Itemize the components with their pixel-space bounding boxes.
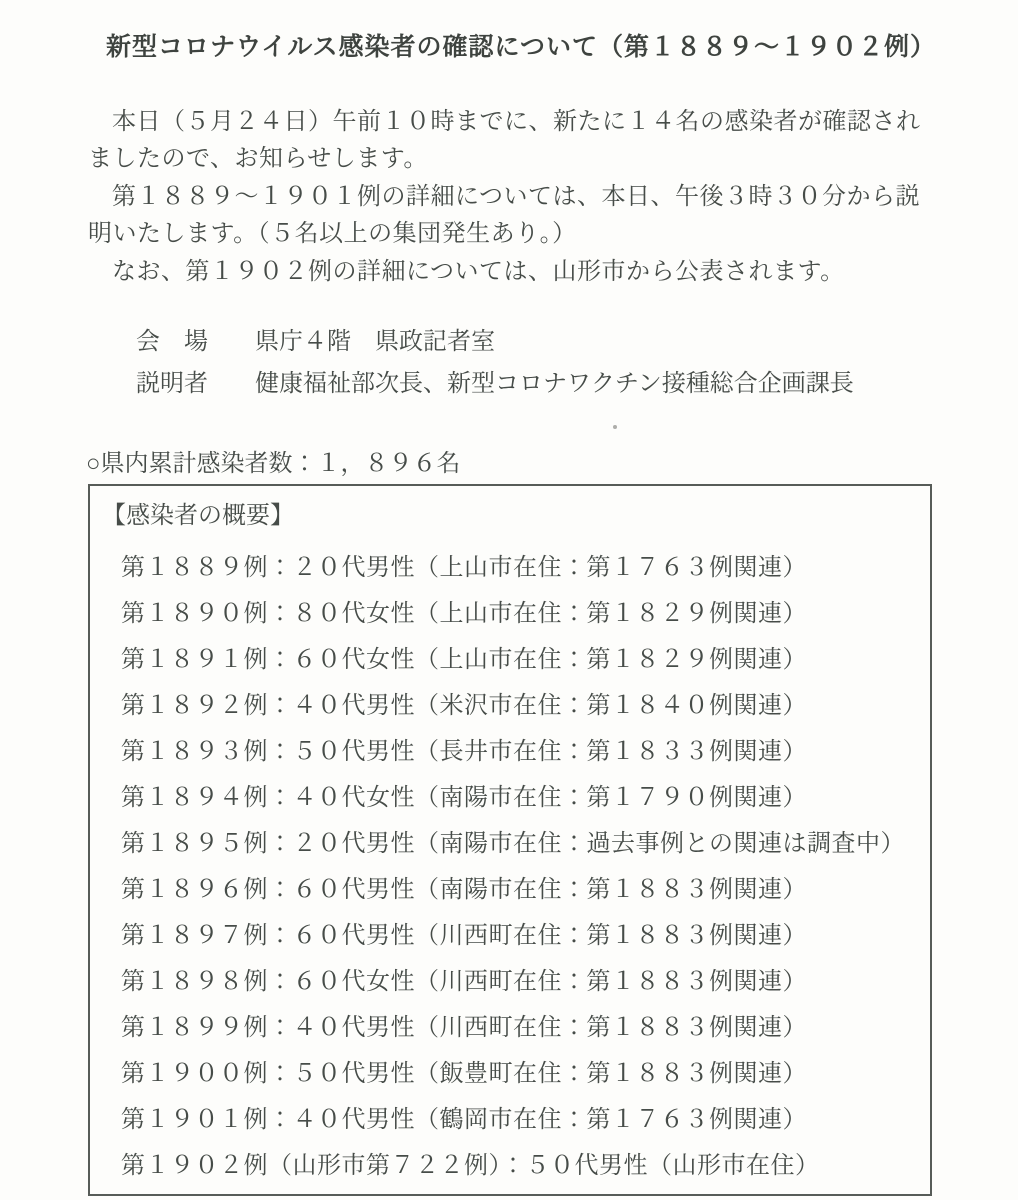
scan-speckle-artifact (613, 425, 617, 429)
case-summary-heading: 【感染者の概要】 (102, 503, 294, 529)
paragraph-city-disclosure: なお、第１９０２例の詳細については、山形市から公表されます。 (112, 259, 845, 285)
paragraph-announcement: 本日（５月２４日）午前１０時までに、新たに１４名の感染者が確認されましたので、お知らせします。 (88, 109, 921, 172)
case-line-1900: 第１９００例：５０代男性（飯豊町在住：第１８８３例関連） (121, 1061, 807, 1087)
presenter-label: 説明者 (136, 371, 208, 397)
paragraph-briefing-time: 第１８８９～１９０１例の詳細については、本日、午後３時３０分から説明いたします。（５名以上の集団発生あり。） (88, 184, 921, 247)
presenter-value: 健康福祉部次長、新型コロナワクチン接種総合企画課長 (255, 371, 854, 397)
case-line-1896: 第１８９６例：６０代男性（南陽市在住：第１８８３例関連） (121, 877, 807, 903)
case-line-1890: 第１８９０例：８０代女性（上山市在住：第１８２９例関連） (121, 601, 807, 627)
case-line-1891: 第１８９１例：６０代女性（上山市在住：第１８２９例関連） (121, 647, 807, 673)
case-line-1902: 第１９０２例（山形市第７２２例）：５０代男性（山形市在住） (121, 1153, 820, 1179)
case-line-1897: 第１８９７例：６０代男性（川西町在住：第１８８３例関連） (121, 923, 807, 949)
briefing-meta (136, 321, 1018, 405)
case-list (121, 556, 920, 1178)
venue-label: 会 場 (136, 329, 208, 355)
presenter-row (136, 363, 1018, 405)
cumulative-count: ○県内累計感染者数：１，８９６名 (86, 451, 461, 477)
case-line-1899: 第１８９９例：４０代男性（川西町在住：第１８８３例関連） (121, 1015, 807, 1041)
venue-value: 県庁４階 県政記者室 (255, 329, 495, 355)
document-title: 新型コロナウイルス感染者の確認について（第１８８９～１９０２例） (106, 33, 937, 61)
case-line-1892: 第１８９２例：４０代男性（米沢市在住：第１８４０例関連） (121, 693, 807, 719)
case-line-1898: 第１８９８例：６０代女性（川西町在住：第１８８３例関連） (121, 969, 807, 995)
case-line-1895: 第１８９５例：２０代男性（南陽市在住：過去事例との関連は調査中） (121, 831, 905, 857)
case-line-1894: 第１８９４例：４０代女性（南陽市在住：第１７９０例関連） (121, 785, 807, 811)
case-summary-box (88, 484, 932, 1196)
case-line-1889: 第１８８９例：２０代男性（上山市在住：第１７６３例関連） (121, 555, 807, 581)
case-line-1901: 第１９０１例：４０代男性（鶴岡市在住：第１７６３例関連） (121, 1107, 807, 1133)
case-line-1893: 第１８９３例：５０代男性（長井市在住：第１８３３例関連） (121, 739, 807, 765)
venue-row (136, 321, 1018, 363)
body-paragraphs (88, 104, 926, 291)
